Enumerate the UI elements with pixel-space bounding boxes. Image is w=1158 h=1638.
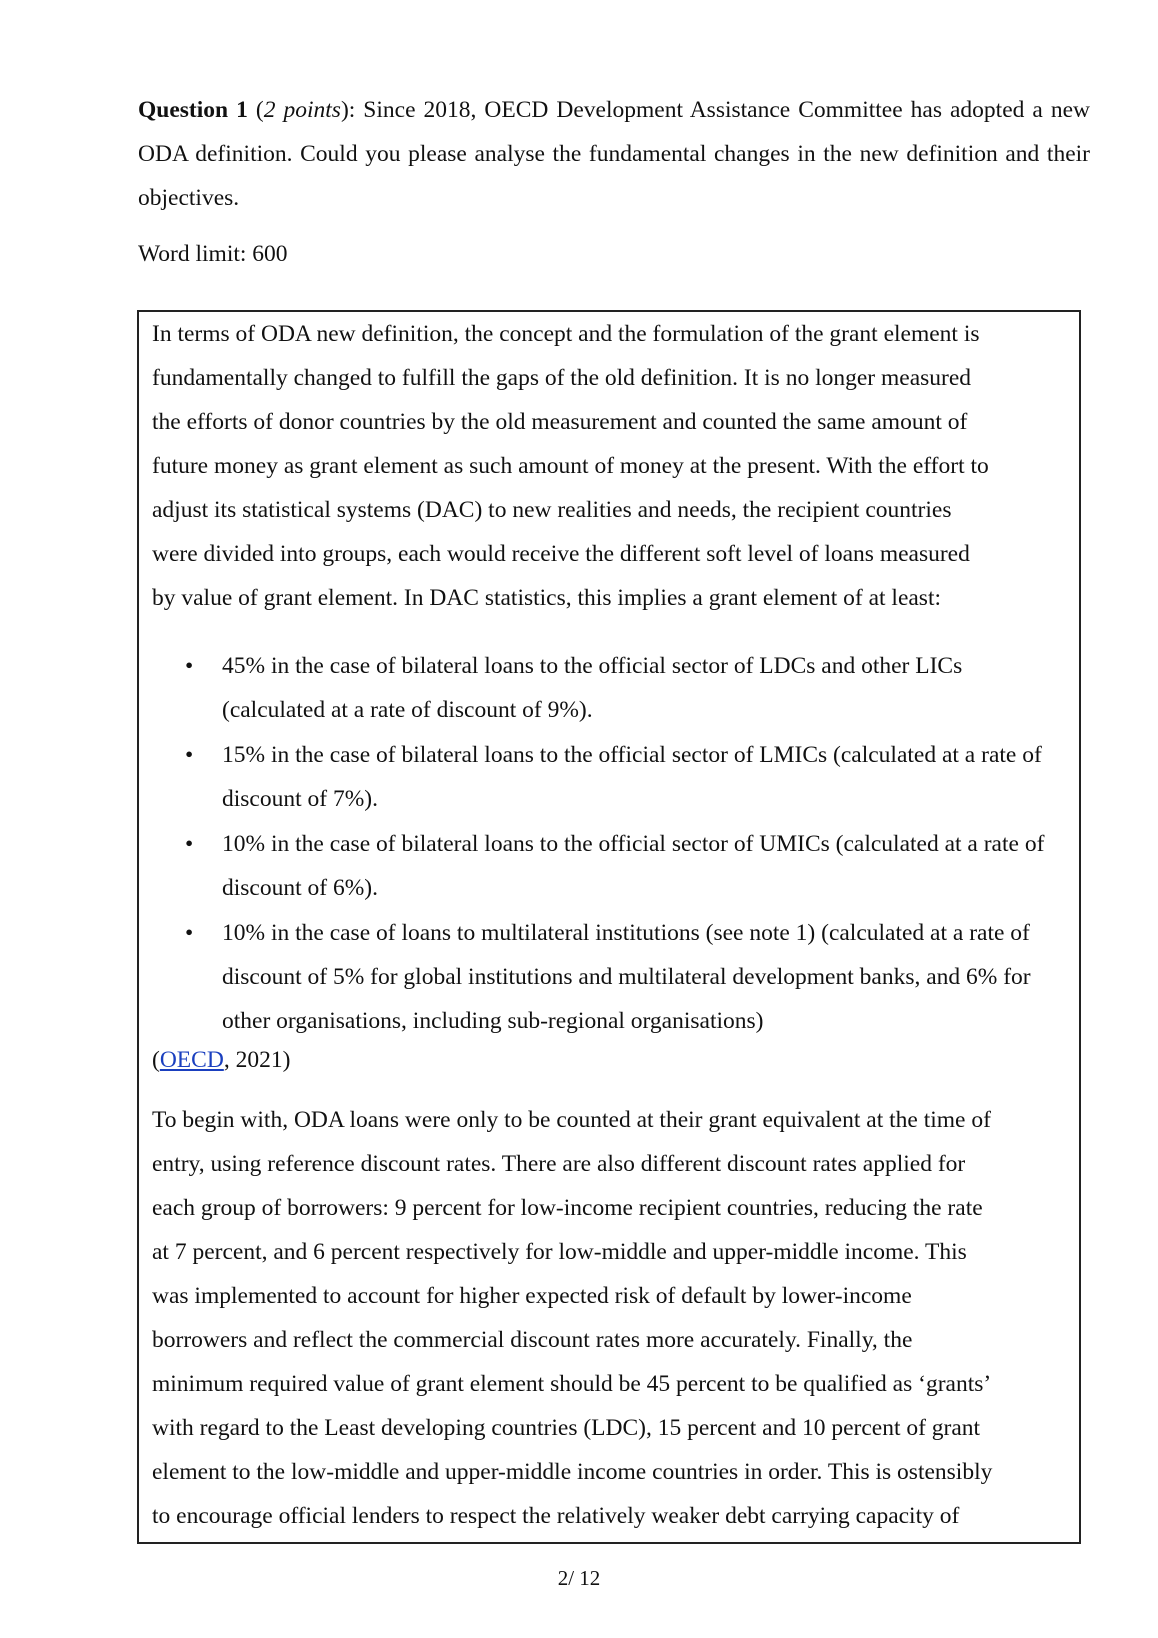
bullet-icon: • (185, 920, 194, 946)
word-limit: Word limit: 600 (138, 241, 288, 267)
page-number: 2/ 12 (557, 1566, 601, 1590)
list-item: • 10% in the case of loans to multilateral institutions (see note 1) (calculated at a rate of discount of 5% for global institutions and multilateral development banks, and 6% for other organisations, including sub-regional organisations) (152, 911, 1067, 1043)
text-line: In terms of ODA new definition, the concept and the formulation of the grant element is (152, 321, 980, 347)
citation: (OECD, 2021) (152, 1047, 291, 1073)
text-line: borrowers and reflect the commercial discount rates more accurately. Finally, the (152, 1327, 913, 1353)
text-line: with regard to the Least developing countries (LDC), 15 percent and 10 percent of grant (152, 1415, 981, 1441)
bullet-icon: • (185, 831, 194, 857)
text-line: entry, using reference discount rates. There are also different discount rates applied for (152, 1151, 966, 1177)
list-item: • 15% in the case of bilateral loans to the official sector of LMICs (calculated at a rate of discount of 7%). (152, 733, 1067, 821)
text-line: at 7 percent, and 6 percent respectively for low-middle and upper-middle income. This (152, 1239, 967, 1265)
bullet-icon: • (185, 653, 194, 679)
answer-paragraph-2 (152, 1098, 1067, 1538)
text-line: was implemented to account for higher expected risk of default by lower-income (152, 1283, 912, 1309)
text-line: future money as grant element as such amount of money at the present. With the effort to (152, 453, 989, 479)
answer-box (137, 310, 1081, 1544)
text-line: the efforts of donor countries by the old measurement and counted the same amount of (152, 409, 968, 435)
text-line: each group of borrowers: 9 percent for low-income recipient countries, reducing the rate (152, 1195, 983, 1221)
oecd-link[interactable]: OECD (159, 1047, 224, 1073)
text-line: by value of grant element. In DAC statistics, this implies a grant element of at least: (152, 585, 942, 611)
text-line: to encourage official lenders to respect the relatively weaker debt carrying capacity of (152, 1503, 960, 1529)
question-prompt: Question 1 (2 points): Since 2018, OECD Development Assistance Committee has adopted a new ODA definition. Could you please analyse the fundamental changes in the new definition and their objectives. (138, 97, 1090, 211)
question-text: ): Since 2018, OECD Development Assistance Committee has adopted a new ODA definition. Could you please analyse the fundamental changes in the new definition and their objectives. (138, 97, 1090, 211)
list-item: • 45% in the case of bilateral loans to the official sector of LDCs and other LICs (calculated at a rate of discount of 9%). (152, 644, 1067, 732)
text-line: minimum required value of grant element should be 45 percent to be qualified as ‘grants’ (152, 1371, 992, 1397)
answer-paragraph-1 (152, 312, 1067, 620)
question-points: 2 points (263, 97, 341, 123)
text-line: element to the low-middle and upper-middle income countries in order. This is ostensibly (152, 1459, 993, 1485)
list-item: • 10% in the case of bilateral loans to the official sector of UMICs (calculated at a rate of discount of 6%). (152, 822, 1067, 910)
question-label: Question 1 (138, 97, 248, 123)
text-line: fundamentally changed to fulfill the gaps of the old definition. It is no longer measured (152, 365, 972, 391)
text-line: adjust its statistical systems (DAC) to new realities and needs, the recipient countries (152, 497, 952, 523)
text-line: To begin with, ODA loans were only to be counted at their grant equivalent at the time of (152, 1107, 991, 1133)
text-line: were divided into groups, each would receive the different soft level of loans measured (152, 541, 970, 567)
grant-element-list (152, 644, 1067, 1044)
bullet-icon: • (185, 742, 194, 768)
